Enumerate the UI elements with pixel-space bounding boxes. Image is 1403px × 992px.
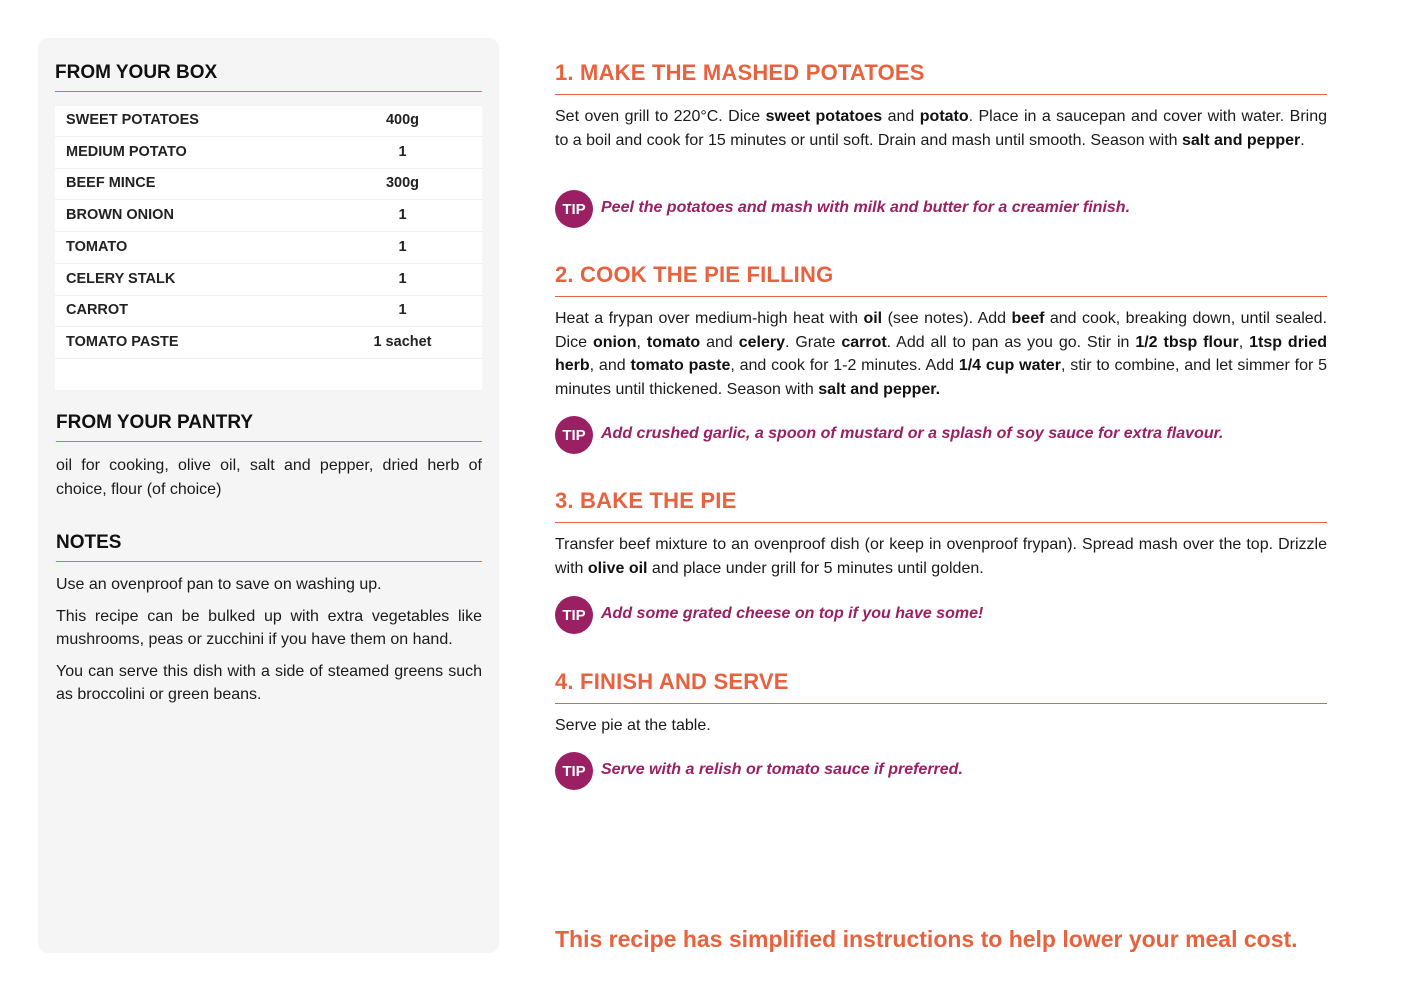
tip-badge: TIP	[555, 596, 593, 634]
bold-ingredient: tomato paste	[630, 357, 731, 374]
bold-ingredient: 1/4 cup water	[958, 357, 1061, 374]
tip-badge: TIP	[555, 190, 593, 228]
bold-ingredient: 1tsp dried herb	[555, 333, 1328, 374]
ingredient-name: BEEF MINCE	[66, 175, 156, 192]
step-1-text: Set oven grill to 220°C. Dice sweet potatoes and potato. Place in a saucepan and cover with water. Bring to a boil and cook for 15 minutes or until soft. Drain and mash until smooth. Season with salt and pepper.	[555, 108, 1328, 149]
from-your-pantry-heading: FROM YOUR PANTRY	[56, 412, 482, 442]
ingredient-name: MEDIUM POTATO	[66, 143, 187, 160]
tip-badge: TIP	[555, 416, 593, 454]
ingredient-row	[55, 265, 482, 296]
step-1-tip	[555, 190, 1327, 228]
ingredient-name: CARROT	[66, 302, 129, 319]
bold-ingredient: salt and pepper	[1182, 131, 1301, 149]
bold-ingredient: 1/2 tbsp flour	[1135, 333, 1239, 351]
step-2-heading: 2. COOK THE PIE FILLING	[555, 262, 1327, 297]
ingredient-row	[55, 169, 482, 200]
bold-ingredient: beef	[1011, 310, 1045, 327]
ingredient-row	[55, 328, 482, 359]
notes-list	[56, 573, 482, 715]
bold-ingredient: celery	[738, 333, 785, 351]
notes-heading: NOTES	[56, 532, 482, 562]
bold-ingredient: potato	[919, 108, 969, 125]
step-1-heading: 1. MAKE THE MASHED POTATOES	[555, 60, 1327, 95]
ingredient-qty: 400g	[385, 112, 420, 128]
ingredient-qty: 300g	[385, 175, 420, 192]
note-item: Use an ovenproof pan to save on washing up.	[56, 576, 382, 593]
ingredient-qty: 1	[398, 270, 407, 287]
bold-ingredient: tomato	[646, 333, 701, 351]
ingredient-qty: 1	[398, 302, 407, 319]
bold-ingredient: onion	[592, 333, 637, 351]
ingredient-name: TOMATO PASTE	[66, 333, 179, 350]
tip-text: Add crushed garlic, a spoon of mustard or a splash of soy sauce for extra flavour.	[601, 425, 1224, 442]
bold-ingredient: salt and pepper.	[818, 380, 941, 398]
ingredient-row	[55, 296, 482, 327]
step-4-text: Serve pie at the table.	[555, 717, 711, 734]
bold-ingredient: olive oil	[587, 559, 648, 577]
tip-text: Peel the potatoes and mash with milk and butter for a creamier finish.	[601, 199, 1131, 216]
ingredient-name: TOMATO	[66, 238, 128, 255]
step-4-heading: 4. FINISH AND SERVE	[555, 669, 1327, 704]
note-item: You can serve this dish with a side of steamed greens such as broccolini or green beans.	[56, 662, 482, 703]
ingredient-qty: 1	[398, 143, 407, 160]
ingredients-sidebar	[38, 38, 499, 953]
ingredient-row	[55, 201, 482, 232]
tip-badge: TIP	[555, 752, 593, 790]
ingredient-name: CELERY STALK	[66, 270, 176, 287]
ingredient-row	[55, 106, 482, 137]
step-3-tip	[555, 596, 1327, 634]
ingredients-table	[55, 106, 482, 390]
ingredient-qty: 1	[398, 238, 407, 255]
from-your-box-heading: FROM YOUR BOX	[55, 62, 482, 92]
ingredient-row	[55, 138, 482, 169]
note-item: This recipe can be bulked up with extra vegetables like mushrooms, peas or zucchini if you have them on hand.	[56, 607, 482, 648]
step-2-tip	[555, 416, 1327, 454]
step-3-heading: 3. BAKE THE PIE	[555, 488, 1327, 523]
bold-ingredient: sweet potatoes	[765, 108, 883, 125]
bold-ingredient: oil	[863, 310, 883, 327]
pantry-list: oil for cooking, olive oil, salt and pepper, dried herb of choice, flour (of choice)	[56, 457, 482, 498]
step-4-tip	[555, 752, 1327, 790]
ingredient-row	[55, 233, 482, 264]
tip-text: Serve with a relish or tomato sauce if preferred.	[601, 761, 963, 778]
step-3-text: Transfer beef mixture to an ovenproof dish (or keep in ovenproof frypan). Spread mash over the top. Drizzle with olive oil and place under grill for 5 minutes until golden.	[555, 536, 1327, 577]
footer-note: This recipe has simplified instructions to help lower your meal cost.	[555, 926, 1298, 952]
ingredient-name: BROWN ONION	[66, 207, 174, 224]
ingredient-qty: 1 sachet	[373, 333, 432, 350]
step-2-text: Heat a frypan over medium-high heat with oil (see notes). Add beef and cook, breaking down, until sealed. Dice onion, tomato and celery. Grate carrot. Add all to pan as you go. Stir in 1/2 tbsp flour, 1tsp dried herb, and tomato paste, and cook for 1-2 minutes. Add 1/4 cup water, stir to combine, and let simmer for 5 minutes until thickened. Season with salt and pepper.	[555, 310, 1328, 398]
ingredient-name: SWEET POTATOES	[66, 112, 199, 128]
tip-text: Add some grated cheese on top if you have some!	[601, 605, 984, 622]
bold-ingredient: carrot	[841, 333, 887, 351]
ingredient-qty: 1	[398, 207, 407, 224]
